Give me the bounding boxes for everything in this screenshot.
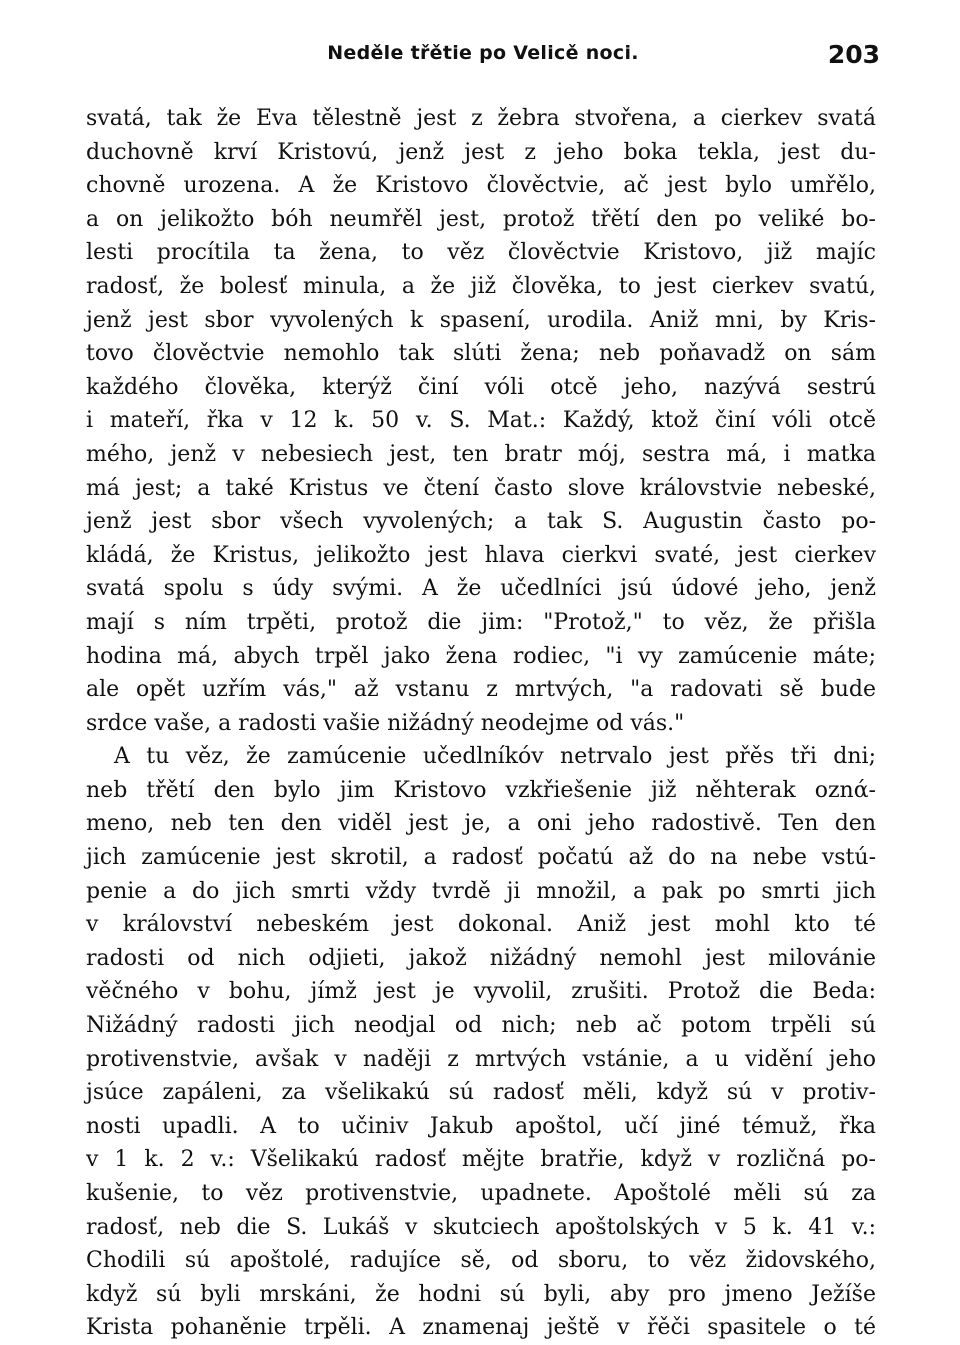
text-line: radosť, že bolesť minula, a že již člověka, to jest cierkev svatú, bbox=[86, 273, 876, 299]
text-line: mají s ním trpěti, protož die jim: "Protož," to věz, že přišla bbox=[86, 609, 876, 635]
text-line: chovně urozena. A že Kristovo člověctvie, ač jest bylo umřělo, bbox=[86, 173, 876, 199]
text-line: hodina má, abych trpěl jako žena rodiec, "i vy zamúcenie máte; bbox=[86, 643, 876, 669]
text-line: radosti od nich odjieti, jakož nižádný nemohl jest milovánie bbox=[86, 945, 876, 971]
text-line: v 1 k. 2 v.: Všelikakú radosť mějte bratřie, když v rozličná po- bbox=[86, 1147, 876, 1173]
text-line: jich zamúcenie jest skrotil, a radosť počatú až do na nebe vstú- bbox=[86, 845, 876, 871]
text-line: svatá, tak že Eva tělestně jest z žebra stvořena, a cierkev svatá bbox=[86, 106, 876, 131]
text-line: má jest; a také Kristus ve čtení často slove královstvie nebeské, bbox=[86, 475, 876, 501]
text-line: kušenie, to věz protivenstvie, upadnete. Apoštolé měli sú za bbox=[86, 1181, 876, 1206]
text-line: Chodili sú apoštolé, radujíce sě, od sboru, to věz židovského, bbox=[86, 1248, 876, 1274]
text-line: když sú byli mrskáni, že hodni sú byli, aby pro jmeno Ježíše bbox=[86, 1281, 876, 1307]
text-line: jenž jest sbor všech vyvolených; a tak S. Augustin často po- bbox=[86, 509, 876, 535]
text-line: duchovně krví Kristovú, jenž jest z jeho boka tekla, jest du- bbox=[86, 139, 876, 165]
text-line: ale opět uzřím vás," až vstanu z mrtvých, "a radovati sě bude bbox=[86, 677, 876, 703]
page-number: 203 bbox=[827, 40, 880, 69]
running-head: Neděle třětie po Velicě noci. bbox=[327, 42, 639, 64]
text-line: kládá, že Kristus, jelikožto jest hlava cierkvi svaté, jest cierkev bbox=[86, 542, 876, 568]
text-line: meno, neb ten den viděl jest je, a oni jeho radostivě. Ten den bbox=[86, 811, 876, 837]
text-line: a on jelikožto bóh neumřěl jest, protož třětí den po veliké bo- bbox=[86, 206, 876, 232]
text-line: věčného v bohu, jímž jest je vyvolil, zrušiti. Protož die Beda: bbox=[86, 979, 876, 1005]
text-line: radosť, neb die S. Lukáš v skutciech apoštolských v 5 k. 41 v.: bbox=[86, 1214, 876, 1240]
text-line: Nižádný radosti jich neodjal od nich; neb ač potom trpěli sú bbox=[86, 1013, 876, 1039]
paragraph-end-line: srdce vaše, a radosti vašie nižádný neodejme od vás." bbox=[86, 710, 685, 736]
body-text bbox=[86, 102, 876, 1345]
page-header bbox=[86, 40, 880, 76]
text-line: Krista pohaněnie trpěli. A znamenaj ještě v řěči spasitele o té bbox=[86, 1315, 876, 1341]
text-line: nosti upadli. A to učiniv Jakub apoštol, učí jiné témuž, řka bbox=[86, 1113, 876, 1139]
text-line: v království nebeském jest dokonal. Aniž jest mohl kto té bbox=[86, 912, 876, 938]
text-line: mého, jenž v nebesiech jest, ten bratr mój, sestra má, i matka bbox=[86, 441, 876, 467]
text-line: tovo člověctvie nemohlo tak slúti žena; neb poňavadž on sám bbox=[86, 341, 876, 367]
text-line: neb třětí den bylo jim Kristovo vzkřiešenie již něhterak oznά- bbox=[86, 777, 876, 803]
text-line: i mateří, řka v 12 k. 50 v. S. Mat.: Každý, ktož činí vóli otcě bbox=[86, 408, 876, 434]
text-line: protivenstvie, avšak v naději z mrtvých vstánie, a u vidění jeho bbox=[86, 1046, 876, 1072]
text-line: jsúce zapáleni, za všelikakú sú radosť měli, když sú v protiv- bbox=[86, 1080, 876, 1106]
text-line: lesti procítila ta žena, to věz člověctvie Kristovo, již majíc bbox=[86, 240, 876, 266]
text-line: jenž jest sbor vyvolených k spasení, urodila. Aniž mni, by Kris- bbox=[86, 307, 876, 333]
text-line: každého člověka, kterýž činí vóli otcě jeho, nazývá sestrú bbox=[86, 374, 876, 400]
paragraph-first-line: A tu věz, že zamúcenie učedlníkóv netrvalo jest přěs tři dni; bbox=[114, 744, 876, 770]
text-line: penie a do jich smrti vždy tvrdě ji množil, a pak po smrti jich bbox=[86, 878, 876, 904]
text-line: svatá spolu s údy svými. A že učedlníci jsú údové jeho, jenž bbox=[86, 576, 876, 602]
